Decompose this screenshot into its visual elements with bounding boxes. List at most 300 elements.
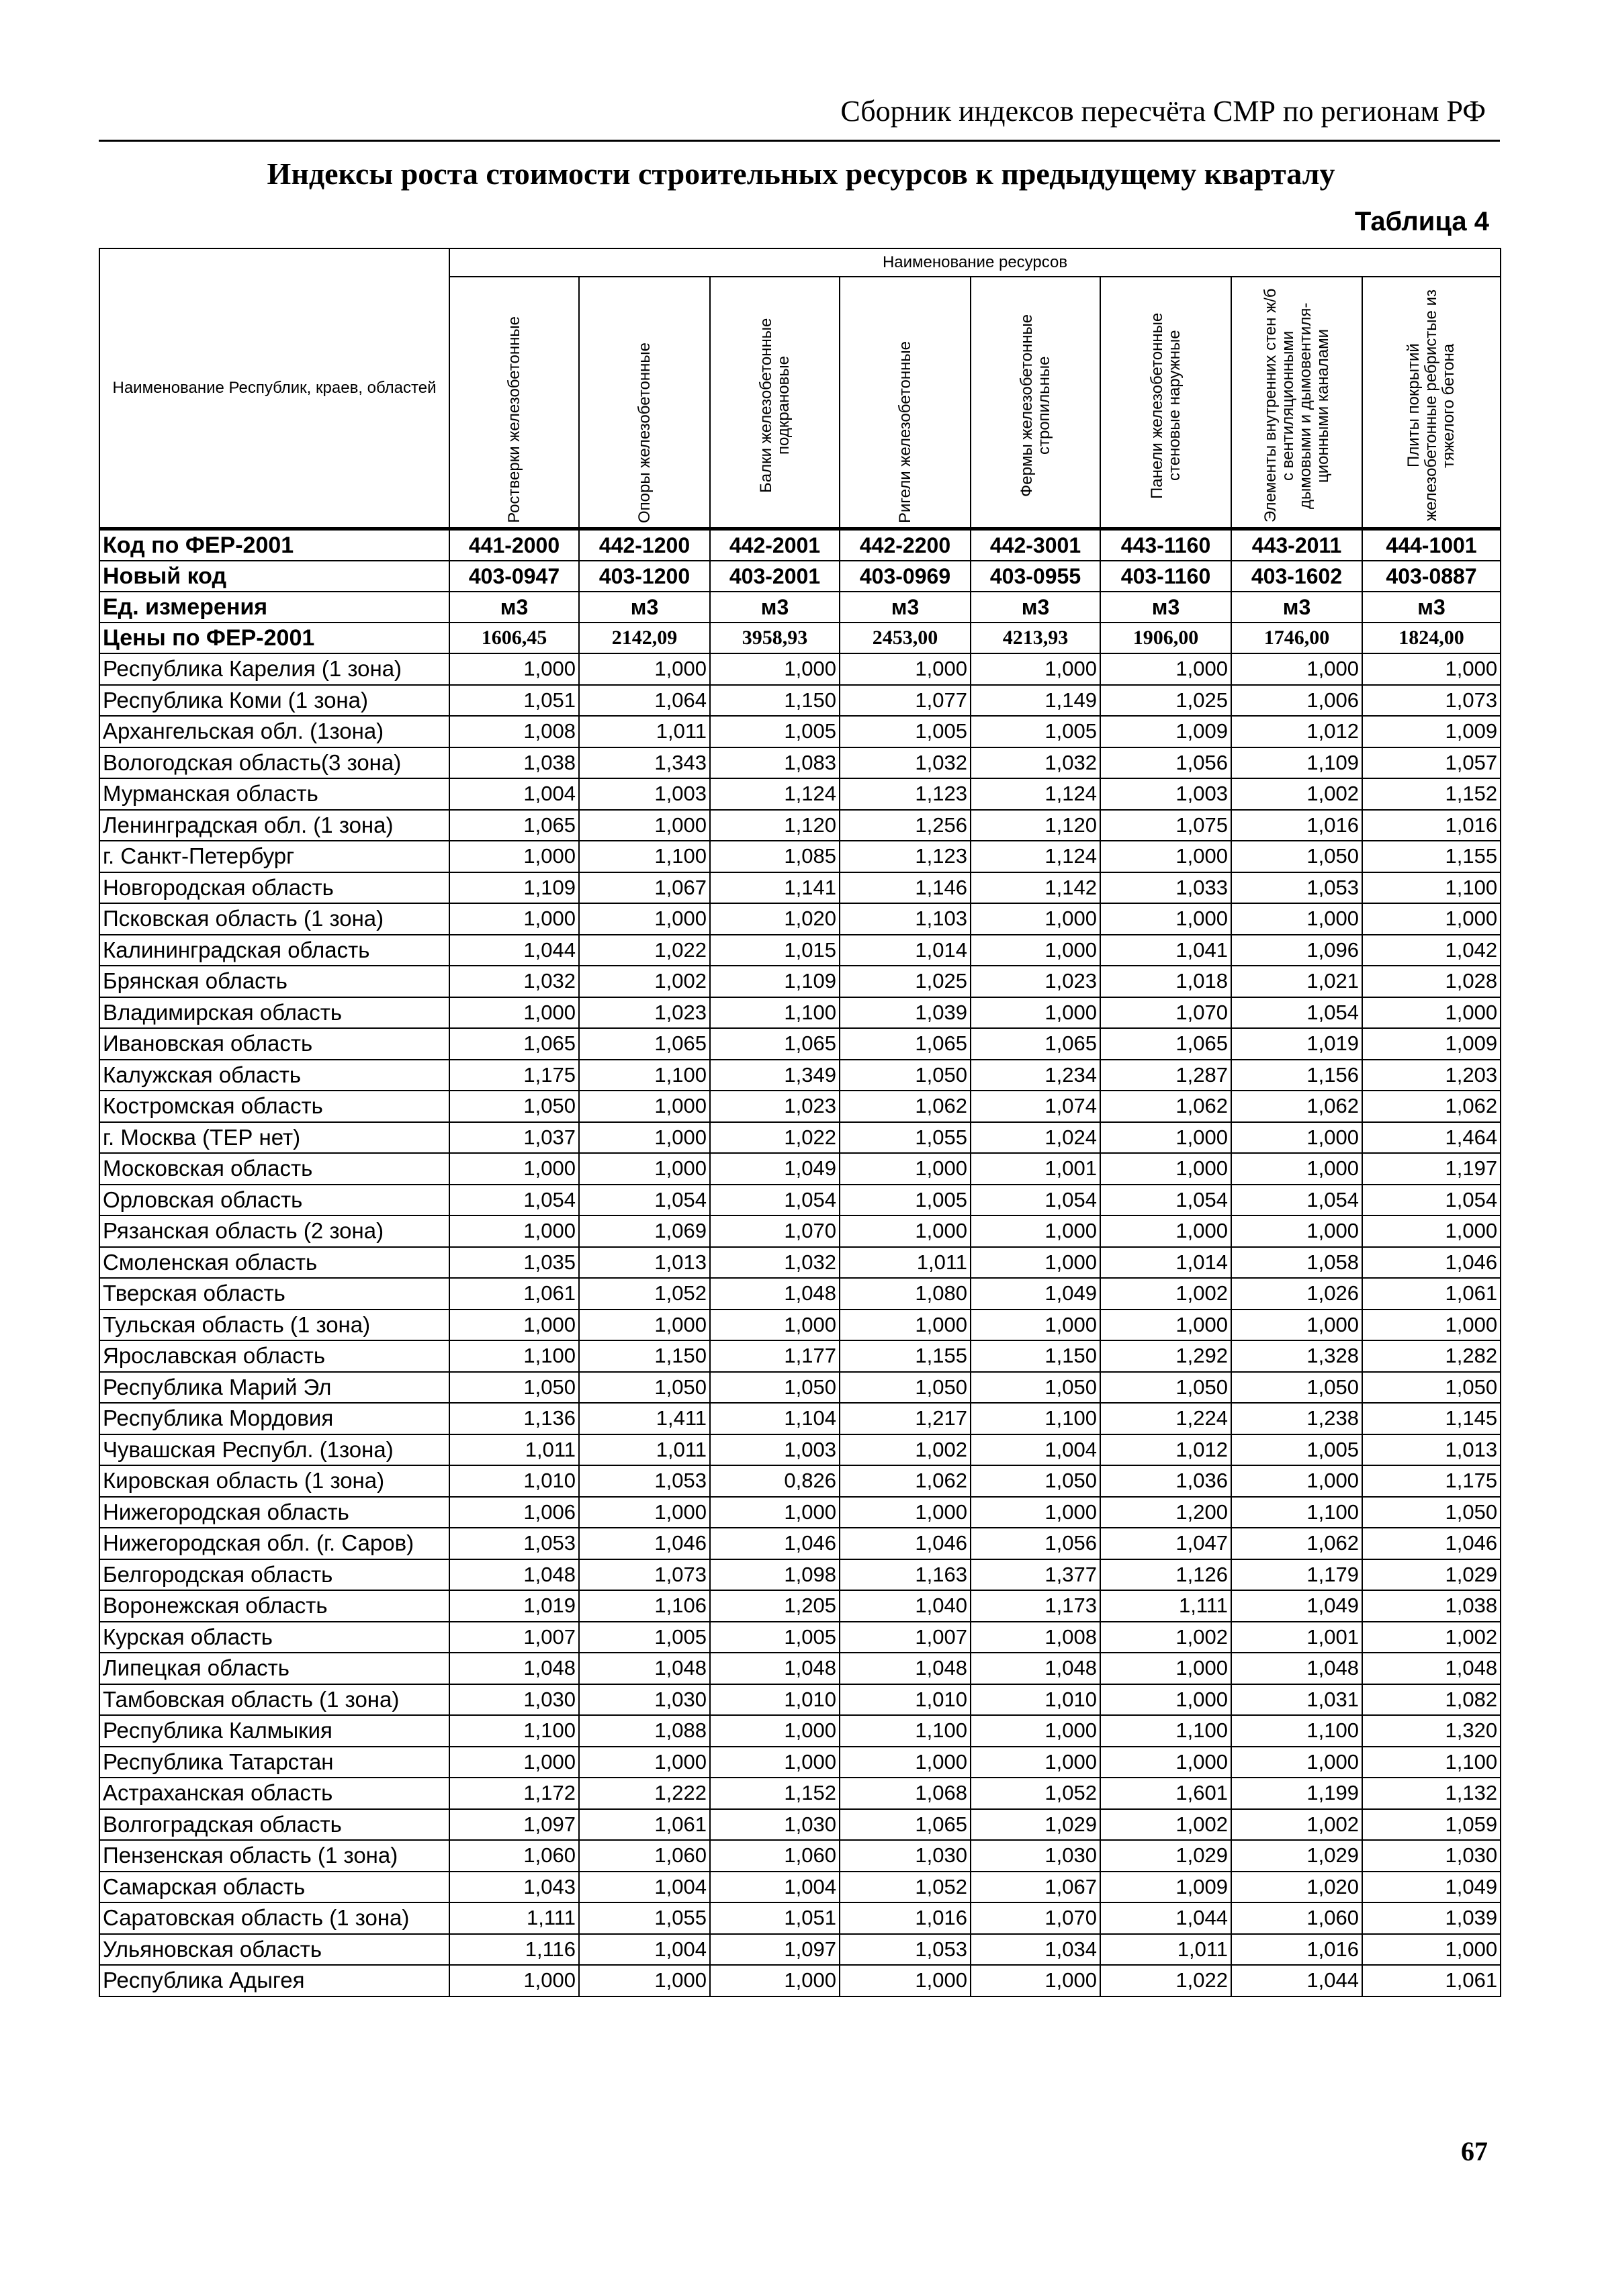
index-value: 1,060 [1231, 1902, 1362, 1934]
index-value: 1,048 [449, 1559, 579, 1591]
index-value: 1,053 [840, 1934, 971, 1966]
index-value: 1,050 [1362, 1497, 1501, 1528]
index-value: 1,060 [710, 1840, 840, 1872]
index-value: 1,030 [710, 1809, 840, 1841]
index-value: 1,120 [971, 810, 1100, 841]
index-value: 1,012 [1231, 716, 1362, 747]
index-value: 1,005 [710, 716, 840, 747]
index-value: 1,142 [971, 872, 1100, 904]
region-name: Ленинградская обл. (1 зона) [99, 810, 449, 841]
index-value: 1,100 [840, 1715, 971, 1747]
index-value: 1,044 [449, 935, 579, 966]
index-value: 1,040 [840, 1590, 971, 1622]
resource-name: Фермы железобетонные стропильные [1017, 314, 1053, 498]
index-value: 1,096 [1231, 935, 1362, 966]
index-value: 1,065 [449, 810, 579, 841]
index-value: 1,064 [579, 685, 710, 717]
index-value: 1,328 [1231, 1340, 1362, 1372]
index-value: 1,044 [1100, 1902, 1231, 1934]
region-name: Ивановская область [99, 1028, 449, 1060]
index-value: 1,000 [1362, 1215, 1501, 1247]
index-value: 1,000 [840, 1747, 971, 1778]
meta-value: 441-2000 [449, 529, 579, 561]
index-value: 1,179 [1231, 1559, 1362, 1591]
table-row [99, 1590, 1501, 1622]
index-value: 1,000 [1231, 1122, 1362, 1154]
index-value: 1,054 [971, 1185, 1100, 1216]
index-value: 1,053 [579, 1465, 710, 1497]
index-value: 1,000 [971, 935, 1100, 966]
meta-row [99, 529, 1501, 561]
index-value: 1,000 [449, 1747, 579, 1778]
index-value: 1,050 [1231, 841, 1362, 872]
index-value: 1,173 [971, 1590, 1100, 1622]
index-value: 1,000 [971, 1215, 1100, 1247]
index-value: 1,050 [1231, 1372, 1362, 1404]
region-name: Орловская область [99, 1185, 449, 1216]
table-row [99, 1028, 1501, 1060]
index-value: 1,000 [971, 1747, 1100, 1778]
index-value: 1,065 [710, 1028, 840, 1060]
index-value: 1,002 [840, 1434, 971, 1466]
index-value: 1,000 [1100, 1215, 1231, 1247]
meta-value: 4213,93 [971, 623, 1100, 653]
index-value: 1,100 [1362, 872, 1501, 904]
region-name: Смоленская область [99, 1247, 449, 1279]
index-value: 1,067 [971, 1872, 1100, 1903]
index-value: 1,032 [710, 1247, 840, 1279]
index-value: 1,042 [1362, 935, 1501, 966]
index-value: 1,029 [1362, 1559, 1501, 1591]
page-title: Индексы роста стоимости строительных ресурсов к предыдущему кварталу [267, 156, 1335, 191]
index-value: 1,156 [1231, 1060, 1362, 1091]
region-name: Тульская область (1 зона) [99, 1310, 449, 1341]
index-value: 1,000 [840, 1310, 971, 1341]
index-value: 1,032 [449, 966, 579, 997]
index-value: 1,120 [710, 810, 840, 841]
index-value: 1,123 [840, 778, 971, 810]
index-value: 1,010 [710, 1684, 840, 1716]
index-value: 1,010 [840, 1684, 971, 1716]
region-name: Рязанская область (2 зона) [99, 1215, 449, 1247]
index-value: 1,256 [840, 810, 971, 841]
index-value: 1,006 [1231, 685, 1362, 717]
index-value: 1,012 [1100, 1434, 1231, 1466]
index-value: 1,004 [449, 778, 579, 810]
table-row [99, 1809, 1501, 1841]
region-name: Самарская область [99, 1872, 449, 1903]
region-name: Республика Татарстан [99, 1747, 449, 1778]
index-value: 1,287 [1100, 1060, 1231, 1091]
meta-row [99, 623, 1501, 653]
index-value: 1,132 [1362, 1778, 1501, 1809]
index-value: 1,050 [579, 1372, 710, 1404]
region-name: Чувашская Республ. (1зона) [99, 1434, 449, 1466]
index-value: 1,000 [579, 1965, 710, 1996]
resource-column-header [840, 277, 971, 529]
table-row [99, 1434, 1501, 1466]
region-name: Республика Коми (1 зона) [99, 685, 449, 717]
index-value: 1,048 [710, 1653, 840, 1684]
index-value: 1,061 [1362, 1278, 1501, 1310]
index-value: 1,141 [710, 872, 840, 904]
index-value: 1,199 [1231, 1778, 1362, 1809]
index-value: 1,044 [1231, 1965, 1362, 1996]
table-row [99, 903, 1501, 935]
index-value: 1,016 [1231, 810, 1362, 841]
region-name: Калининградская область [99, 935, 449, 966]
resource-name: Балки железобетонные подкрановые [756, 318, 793, 494]
index-value: 1,054 [710, 1185, 840, 1216]
index-value: 1,050 [971, 1372, 1100, 1404]
table-row [99, 1340, 1501, 1372]
index-value: 1,049 [710, 1153, 840, 1185]
index-value: 1,055 [840, 1122, 971, 1154]
index-value: 1,023 [710, 1091, 840, 1122]
resource-name: Панели железобетонные стеновые наружные [1147, 312, 1184, 499]
index-value: 1,006 [449, 1497, 579, 1528]
index-value: 1,073 [1362, 685, 1501, 717]
resource-column-header [971, 277, 1100, 529]
index-value: 1,224 [1100, 1403, 1231, 1434]
index-value: 1,060 [449, 1840, 579, 1872]
index-value: 1,029 [1100, 1840, 1231, 1872]
table-row [99, 1622, 1501, 1653]
index-value: 1,056 [971, 1528, 1100, 1559]
region-name: Московская область [99, 1153, 449, 1185]
table-row [99, 935, 1501, 966]
index-value: 1,005 [971, 716, 1100, 747]
resource-name: Плиты покрытий железобетонные ребристые из тяжелого бетона [1405, 289, 1458, 522]
index-value: 1,039 [840, 997, 971, 1029]
index-value: 1,043 [449, 1872, 579, 1903]
index-value: 1,004 [579, 1872, 710, 1903]
index-value: 1,047 [1100, 1528, 1231, 1559]
index-value: 1,000 [449, 1965, 579, 1996]
region-name: Астраханская область [99, 1778, 449, 1809]
index-value: 1,036 [1100, 1465, 1231, 1497]
index-value: 1,109 [449, 872, 579, 904]
region-name: Республика Калмыкия [99, 1715, 449, 1747]
index-value: 1,020 [1231, 1872, 1362, 1903]
index-value: 1,000 [1362, 997, 1501, 1029]
index-value: 1,011 [579, 716, 710, 747]
region-name: Новгородская область [99, 872, 449, 904]
index-value: 1,100 [579, 1060, 710, 1091]
table-row [99, 1559, 1501, 1591]
index-value: 1,031 [1231, 1684, 1362, 1716]
index-value: 1,155 [1362, 841, 1501, 872]
index-value: 1,029 [971, 1809, 1100, 1841]
index-value: 1,007 [449, 1622, 579, 1653]
index-value: 1,000 [971, 1247, 1100, 1279]
index-value: 1,098 [710, 1559, 840, 1591]
table-row [99, 716, 1501, 747]
index-value: 1,038 [449, 747, 579, 779]
index-value: 1,002 [1100, 1809, 1231, 1841]
resource-name: Ростверки железобетонные [504, 316, 523, 523]
index-value: 1,009 [1100, 1872, 1231, 1903]
index-value: 1,046 [840, 1528, 971, 1559]
index-value: 1,051 [449, 685, 579, 717]
index-value: 1,082 [1362, 1684, 1501, 1716]
table-row [99, 1185, 1501, 1216]
region-name: Псковская область (1 зона) [99, 903, 449, 935]
index-value: 1,100 [971, 1403, 1100, 1434]
table-row [99, 1653, 1501, 1684]
index-value: 1,054 [579, 1185, 710, 1216]
index-value: 1,062 [1362, 1091, 1501, 1122]
region-name: Ярославская область [99, 1340, 449, 1372]
region-name: Республика Марий Эл [99, 1372, 449, 1404]
meta-label: Код по ФЕР-2001 [99, 529, 449, 561]
meta-value: 403-0947 [449, 561, 579, 592]
index-value: 1,000 [840, 653, 971, 685]
index-value: 1,000 [579, 1497, 710, 1528]
index-value: 1,000 [840, 1497, 971, 1528]
region-name: Брянская область [99, 966, 449, 997]
index-value: 1,008 [971, 1622, 1100, 1653]
table-row [99, 1684, 1501, 1716]
index-value: 1,000 [1100, 1684, 1231, 1716]
index-value: 1,054 [1231, 1185, 1362, 1216]
index-value: 1,030 [449, 1684, 579, 1716]
resource-name: Опоры железобетонные [635, 342, 654, 523]
index-value: 1,150 [579, 1340, 710, 1372]
index-value: 1,000 [710, 1497, 840, 1528]
index-value: 1,056 [1100, 747, 1231, 779]
index-value: 1,053 [449, 1528, 579, 1559]
index-value: 1,070 [710, 1215, 840, 1247]
index-value: 1,155 [840, 1340, 971, 1372]
index-value: 1,034 [971, 1934, 1100, 1966]
index-value: 1,000 [710, 653, 840, 685]
index-value: 1,020 [710, 903, 840, 935]
index-value: 1,026 [1231, 1278, 1362, 1310]
index-value: 1,014 [840, 935, 971, 966]
index-value: 1,200 [1100, 1497, 1231, 1528]
index-value: 1,000 [1100, 1747, 1231, 1778]
index-value: 1,100 [1231, 1497, 1362, 1528]
table-row [99, 1215, 1501, 1247]
index-value: 1,002 [1100, 1278, 1231, 1310]
meta-value: м3 [1100, 592, 1231, 623]
index-value: 1,000 [710, 1310, 840, 1341]
resource-column-header [1231, 277, 1362, 529]
index-value: 1,068 [840, 1778, 971, 1809]
table-row [99, 1465, 1501, 1497]
table-row [99, 1747, 1501, 1778]
index-value: 1,062 [1231, 1528, 1362, 1559]
region-name: Белгородская область [99, 1559, 449, 1591]
meta-value: 2142,09 [579, 623, 710, 653]
meta-value: 1824,00 [1362, 623, 1501, 653]
index-value: 1,124 [971, 841, 1100, 872]
index-value: 1,009 [1100, 716, 1231, 747]
index-value: 1,000 [579, 1153, 710, 1185]
region-name: Пензенская область (1 зона) [99, 1840, 449, 1872]
index-value: 1,000 [1362, 1934, 1501, 1966]
index-value: 1,003 [710, 1434, 840, 1466]
index-value: 1,032 [840, 747, 971, 779]
region-name: Саратовская область (1 зона) [99, 1902, 449, 1934]
index-value: 1,019 [449, 1590, 579, 1622]
region-name: Воронежская область [99, 1590, 449, 1622]
index-value: 1,051 [710, 1902, 840, 1934]
index-value: 1,080 [840, 1278, 971, 1310]
index-value: 1,062 [840, 1465, 971, 1497]
index-value: 1,152 [710, 1778, 840, 1809]
index-value: 1,058 [1231, 1247, 1362, 1279]
index-value: 1,013 [579, 1247, 710, 1279]
index-value: 1,000 [971, 1497, 1100, 1528]
index-value: 1,000 [579, 903, 710, 935]
index-value: 1,100 [579, 841, 710, 872]
table-row [99, 1715, 1501, 1747]
meta-label: Ед. измерения [99, 592, 449, 623]
table-row [99, 1122, 1501, 1154]
index-value: 1,029 [1231, 1840, 1362, 1872]
meta-value: м3 [840, 592, 971, 623]
index-value: 1,037 [449, 1122, 579, 1154]
index-value: 1,005 [840, 716, 971, 747]
index-value: 1,000 [1362, 653, 1501, 685]
index-value: 1,100 [1362, 1747, 1501, 1778]
index-value: 1,046 [1362, 1528, 1501, 1559]
index-value: 1,163 [840, 1559, 971, 1591]
index-value: 1,150 [971, 1340, 1100, 1372]
index-value: 1,292 [1100, 1340, 1231, 1372]
index-value: 1,000 [449, 903, 579, 935]
index-value: 1,023 [971, 966, 1100, 997]
meta-value: м3 [1231, 592, 1362, 623]
index-value: 1,067 [579, 872, 710, 904]
index-value: 1,062 [840, 1091, 971, 1122]
index-table [99, 248, 1501, 1997]
index-value: 1,039 [1362, 1902, 1501, 1934]
index-value: 1,000 [971, 1965, 1100, 1996]
index-value: 1,002 [1362, 1622, 1501, 1653]
index-value: 1,054 [1231, 997, 1362, 1029]
index-value: 1,000 [971, 1310, 1100, 1341]
table-row [99, 747, 1501, 779]
index-value: 1,000 [840, 1153, 971, 1185]
index-value: 1,103 [840, 903, 971, 935]
region-name: Нижегородская область [99, 1497, 449, 1528]
index-value: 1,000 [1231, 1153, 1362, 1185]
index-value: 1,234 [971, 1060, 1100, 1091]
index-value: 1,002 [1100, 1622, 1231, 1653]
meta-label: Новый код [99, 561, 449, 592]
index-value: 1,024 [971, 1122, 1100, 1154]
index-value: 1,124 [971, 778, 1100, 810]
resource-column-header [1100, 277, 1231, 529]
index-value: 1,002 [1231, 778, 1362, 810]
meta-value: 442-3001 [971, 529, 1100, 561]
index-value: 1,000 [1231, 1747, 1362, 1778]
meta-value: 443-2011 [1231, 529, 1362, 561]
index-value: 1,054 [1362, 1185, 1501, 1216]
index-value: 1,000 [449, 653, 579, 685]
index-value: 1,124 [710, 778, 840, 810]
region-name: Ульяновская область [99, 1934, 449, 1966]
meta-row [99, 592, 1501, 623]
region-name: Тамбовская область (1 зона) [99, 1684, 449, 1716]
region-name: Костромская область [99, 1091, 449, 1122]
index-value: 1,048 [579, 1653, 710, 1684]
index-value: 1,203 [1362, 1060, 1501, 1091]
index-value: 1,002 [579, 966, 710, 997]
index-value: 1,011 [1100, 1934, 1231, 1966]
table-row [99, 1902, 1501, 1934]
table-row [99, 1778, 1501, 1809]
index-value: 1,010 [449, 1465, 579, 1497]
index-value: 1,038 [1362, 1590, 1501, 1622]
index-value: 1,000 [971, 1715, 1100, 1747]
index-value: 1,015 [710, 935, 840, 966]
index-value: 1,074 [971, 1091, 1100, 1122]
meta-value: 442-2200 [840, 529, 971, 561]
index-value: 1,601 [1100, 1778, 1231, 1809]
index-value: 1,065 [971, 1028, 1100, 1060]
index-value: 1,054 [1100, 1185, 1231, 1216]
index-value: 1,000 [1100, 1653, 1231, 1684]
table-row [99, 685, 1501, 717]
index-value: 1,059 [1362, 1809, 1501, 1841]
index-value: 1,377 [971, 1559, 1100, 1591]
index-value: 1,000 [710, 1965, 840, 1996]
index-value: 1,100 [449, 1340, 579, 1372]
index-value: 1,000 [1362, 1310, 1501, 1341]
index-value: 1,009 [1362, 1028, 1501, 1060]
index-value: 1,000 [1100, 1122, 1231, 1154]
region-name: Курская область [99, 1622, 449, 1653]
index-value: 1,050 [971, 1465, 1100, 1497]
index-value: 1,411 [579, 1403, 710, 1434]
resource-column-header [449, 277, 579, 529]
index-value: 1,070 [1100, 997, 1231, 1029]
index-value: 1,065 [1100, 1028, 1231, 1060]
meta-value: м3 [1362, 592, 1501, 623]
index-value: 1,016 [1362, 810, 1501, 841]
region-name: Калужская область [99, 1060, 449, 1091]
index-value: 1,008 [449, 716, 579, 747]
meta-value: 403-0887 [1362, 561, 1501, 592]
index-value: 1,021 [1231, 966, 1362, 997]
index-value: 1,126 [1100, 1559, 1231, 1591]
index-value: 1,217 [840, 1403, 971, 1434]
index-value: 0,826 [710, 1465, 840, 1497]
index-value: 1,050 [840, 1372, 971, 1404]
table-row [99, 1403, 1501, 1434]
meta-value: 403-1160 [1100, 561, 1231, 592]
index-value: 1,000 [579, 1747, 710, 1778]
table-row [99, 997, 1501, 1029]
region-name: Архангельская обл. (1зона) [99, 716, 449, 747]
table-row [99, 966, 1501, 997]
index-value: 1,177 [710, 1340, 840, 1372]
table-row [99, 1278, 1501, 1310]
index-value: 1,000 [449, 841, 579, 872]
index-value: 1,048 [840, 1653, 971, 1684]
meta-value: 403-2001 [710, 561, 840, 592]
index-value: 1,073 [579, 1559, 710, 1591]
index-value: 1,075 [1100, 810, 1231, 841]
index-value: 1,019 [1231, 1028, 1362, 1060]
index-value: 1,007 [840, 1622, 971, 1653]
index-value: 1,057 [1362, 747, 1501, 779]
index-value: 1,050 [1362, 1372, 1501, 1404]
